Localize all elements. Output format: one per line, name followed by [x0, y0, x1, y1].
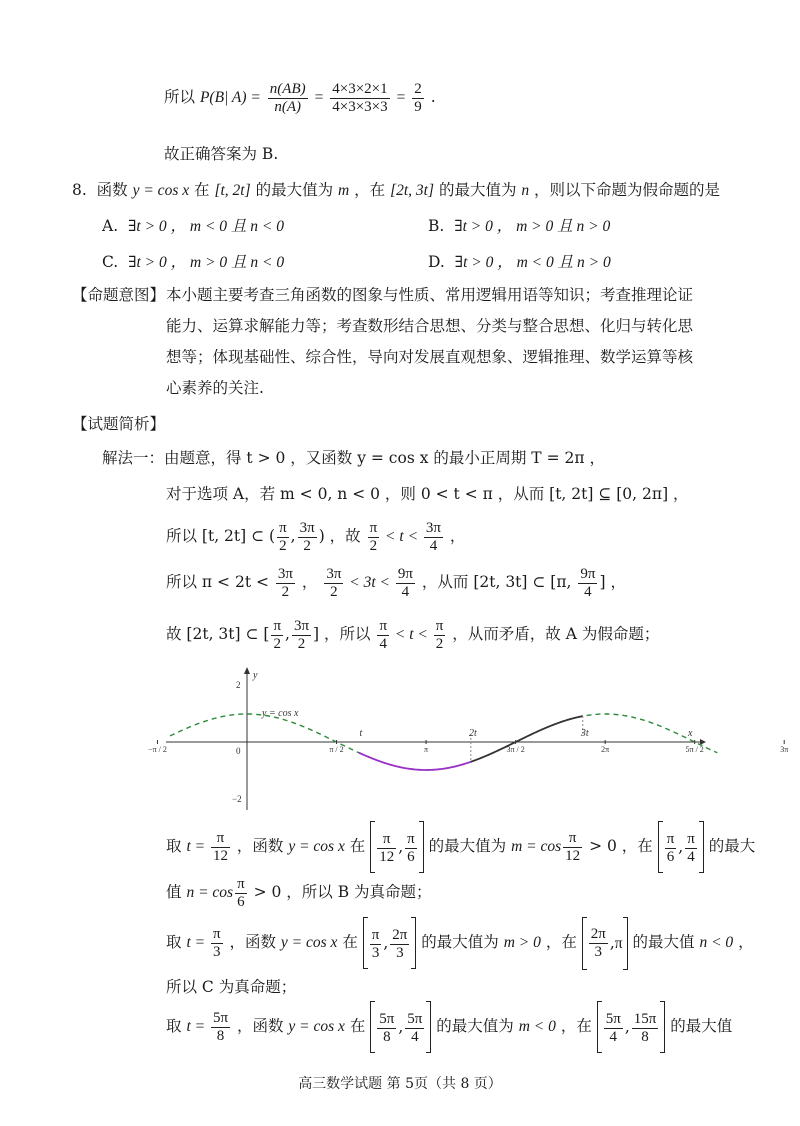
math: m	[338, 182, 350, 199]
option-text: ∃t > 0 ， m < 0 且 n < 0	[127, 218, 285, 235]
math: m < 0	[518, 1018, 556, 1035]
math: t =	[186, 1018, 209, 1035]
math: y = cos x	[288, 1018, 345, 1035]
numerator: 2	[414, 80, 422, 97]
analysis-line-4	[166, 562, 626, 603]
origin-label: 0	[236, 746, 241, 756]
fraction	[276, 566, 295, 601]
text: 的最大值	[665, 1017, 733, 1035]
numerator: π	[273, 617, 282, 634]
text: ，在	[349, 181, 391, 199]
numerator: 15π	[633, 1010, 657, 1027]
text: ，	[733, 933, 754, 951]
x-tick-label: 5π / 2	[685, 745, 704, 754]
numerator: π	[666, 830, 675, 847]
segment-t-2t	[359, 753, 471, 770]
y-tick-2: 2	[236, 680, 241, 690]
numerator: 3π	[425, 519, 441, 536]
probability-line	[164, 78, 436, 117]
denominator: 4	[411, 1028, 419, 1045]
question-stem	[72, 178, 720, 203]
x-tick-label: 3π	[780, 745, 789, 754]
comma: ,	[285, 625, 290, 643]
math: y = cos x	[288, 838, 345, 855]
fraction	[632, 1011, 659, 1046]
analysis-line-2: 对于选项 A，若 m < 0, n < 0 ，则 0 < t < π ，从而 [t, 2t] ⊆ [0, 2π] ，	[166, 485, 689, 503]
numerator: 9π	[580, 565, 596, 582]
fraction	[271, 618, 283, 653]
denominator: 12	[565, 847, 581, 864]
denominator: 3	[396, 944, 404, 961]
analysis-line-1: 解法一：由题意，得 t > 0 ，又函数 y = cos x 的最小正周期 T = 2π ，	[102, 449, 605, 467]
fraction	[377, 1011, 396, 1046]
fraction	[368, 520, 380, 555]
equals: =	[396, 89, 406, 106]
denominator: 12	[379, 848, 395, 865]
option-d	[428, 250, 611, 275]
x-tick-label: π	[424, 745, 429, 754]
text: 故 [2t, 3t] ⊂ [	[166, 625, 270, 643]
numerator: 9π	[397, 565, 413, 582]
math: n = cos	[186, 884, 234, 901]
math: P(B| A) =	[199, 89, 261, 106]
numerator: 5π	[212, 1009, 229, 1026]
denominator: 6	[237, 893, 245, 910]
text: ，在	[540, 933, 582, 951]
text: 的最大值为	[250, 181, 339, 199]
fraction	[330, 81, 389, 116]
fraction	[277, 520, 289, 555]
text: ，函数	[232, 1017, 289, 1035]
fraction	[390, 927, 409, 962]
option-label: A.	[102, 217, 119, 235]
intent-line-1: 本小题主要考查三角函数的图象与性质、常用逻辑用语等知识；考查推理论证	[166, 286, 694, 304]
interval: $\frac{\pi}{12}$ , $\frac{\pi}{6}$	[370, 821, 424, 873]
y-axis-arrow	[244, 667, 250, 674]
text: 值	[166, 883, 187, 901]
numerator: π	[435, 617, 444, 634]
period: .	[430, 88, 436, 106]
numerator: π	[211, 830, 230, 848]
denominator: 4×3×3×3	[332, 98, 388, 115]
math: t =	[186, 838, 209, 855]
text: ，函数	[224, 933, 281, 951]
analysis-heading: 【试题简析】	[72, 415, 166, 433]
text: 在	[337, 933, 363, 951]
curve-label: y = cos x	[262, 708, 299, 719]
case-c-line-2: 所以 C 为真命题；	[166, 978, 297, 996]
denominator: 2	[281, 583, 290, 600]
math: t =	[186, 934, 209, 951]
fraction	[424, 520, 443, 555]
case-d-line-1	[166, 1000, 732, 1053]
denominator: 6	[666, 848, 675, 865]
analysis-line-5	[166, 614, 659, 655]
fraction	[563, 830, 582, 865]
text: 的最大值为	[423, 837, 512, 855]
option-label: D.	[428, 253, 445, 271]
option-text: ∃t > 0 ， m < 0 且 n > 0	[454, 254, 611, 271]
text: > 0 ，所以 B 为真命题；	[248, 883, 432, 901]
interval: $\frac{2\pi}{3}$ ,π	[582, 917, 628, 970]
text: ，	[296, 573, 323, 591]
denominator: 3	[371, 944, 380, 961]
numerator: π	[237, 875, 245, 892]
math: [2t, 3t]	[390, 182, 435, 199]
denominator: n(A)	[274, 98, 302, 115]
denominator: 4	[429, 537, 438, 554]
cosine-graph	[148, 662, 789, 812]
math: π	[614, 934, 623, 952]
math: n	[521, 182, 530, 199]
intent-line-4: 心素养的关注.	[166, 379, 264, 397]
option-text: ∃t > 0 ， m > 0 且 n < 0	[128, 254, 285, 271]
text: 的最大值为	[434, 181, 522, 199]
fraction	[268, 81, 308, 116]
option-label: C.	[102, 253, 119, 271]
numerator: π	[687, 830, 695, 847]
fraction	[405, 1011, 424, 1046]
numerator: 5π	[379, 1010, 395, 1027]
x-tick-label: 2π	[601, 745, 610, 754]
numerator: 5π	[407, 1010, 423, 1027]
fraction	[604, 1011, 623, 1046]
y-axis-label: y	[253, 670, 258, 681]
fraction	[211, 926, 223, 961]
option-text: ∃t > 0 ， m > 0 且 n > 0	[454, 218, 611, 235]
denominator: 4	[379, 635, 387, 652]
numerator: 3π	[299, 519, 315, 536]
text: ，从而矛盾，故 A 为假命题；	[447, 625, 660, 643]
numerator: π	[377, 831, 396, 849]
denominator: 12	[212, 847, 228, 864]
fraction	[324, 566, 343, 601]
numerator: n(AB)	[269, 80, 306, 97]
intent-line-3: 想等；体现基础性、综合性，导向对发展直观想象、逻辑推理、数学运算等核	[166, 348, 694, 366]
text: 函数	[96, 181, 133, 199]
marker-label: 3t	[580, 728, 589, 739]
denominator: 2	[297, 635, 306, 652]
numerator: 5π	[605, 1010, 621, 1027]
page-footer: 高三数学试题 第 5页（共 8 页）	[298, 1076, 502, 1092]
numerator: 2π	[392, 926, 408, 943]
math: y = cos x	[280, 934, 338, 951]
text: 在	[189, 181, 215, 199]
text: 在	[344, 837, 371, 855]
text: ) ，故	[318, 527, 366, 545]
question-number: 8.	[72, 181, 87, 199]
answer-line: 故正确答案为 B.	[164, 145, 279, 163]
math: n < 0	[699, 934, 734, 951]
numerator: π	[369, 519, 378, 536]
math: y = cos x	[132, 182, 190, 199]
text: 的最大值为	[416, 933, 504, 951]
numerator: 4×3×2×1	[332, 80, 388, 97]
denominator: 8	[641, 1028, 649, 1045]
equals: =	[314, 89, 324, 106]
y-tick-neg2: −2	[232, 794, 242, 804]
numerator: π	[212, 925, 221, 942]
text: ] ，	[599, 573, 626, 591]
math: < t <	[381, 528, 422, 545]
text: 所以 π < 2t <	[166, 573, 274, 591]
intent-heading: 【命题意图】	[72, 286, 166, 304]
text: > 0 ，在	[584, 837, 658, 855]
text: 在	[344, 1017, 371, 1035]
numerator: 3π	[277, 565, 293, 582]
denominator: 8	[216, 1027, 225, 1044]
fraction	[396, 566, 415, 601]
text: ，	[444, 527, 466, 545]
math: [t, 2t]	[214, 182, 251, 199]
text: 取	[166, 1017, 187, 1035]
text: 的最大值为	[431, 1017, 519, 1035]
x-tick-label: 3π / 2	[506, 745, 525, 754]
interval: $\frac{5\pi}{8}$ , $\frac{5\pi}{4}$	[370, 1001, 431, 1053]
numerator: 2π	[590, 926, 606, 942]
fraction	[377, 618, 389, 653]
denominator: 3	[213, 943, 221, 960]
x-axis-label: x	[688, 728, 693, 739]
fraction	[412, 81, 424, 116]
denominator: 4	[609, 1028, 618, 1045]
denominator: 3	[594, 944, 603, 960]
interval: $\frac{5\pi}{4}$ , $\frac{15\pi}{8}$	[597, 1001, 666, 1053]
denominator: 2	[279, 537, 287, 554]
numerator: 3π	[326, 565, 342, 582]
fraction	[370, 927, 382, 962]
intent-line-2: 能力、运算求解能力等；考查数形结合思想、分类与整合思想、化归与转化思	[166, 317, 694, 335]
option-c	[102, 250, 284, 275]
denominator: 4	[584, 583, 592, 600]
numerator: π	[407, 830, 415, 847]
denominator: 2	[273, 635, 281, 652]
denominator: 9	[414, 98, 422, 115]
fraction	[298, 520, 317, 555]
numerator: π	[379, 617, 388, 634]
fraction	[405, 831, 417, 866]
case-b-line-2	[166, 870, 432, 915]
segment-2t-3t	[468, 716, 583, 762]
denominator: 2	[369, 537, 378, 554]
math: m > 0	[503, 934, 541, 951]
fraction	[235, 876, 247, 911]
option-a	[102, 214, 284, 239]
denominator: 2	[303, 537, 311, 554]
fraction	[578, 566, 597, 601]
analysis-line-3	[166, 516, 465, 557]
text: ，则以下命题为假命题的是	[529, 181, 721, 199]
case-c-line-1	[166, 916, 754, 970]
marker-label: 2t	[468, 728, 477, 739]
text: 所以 [t, 2t] ⊂ (	[166, 527, 276, 545]
fraction	[685, 831, 697, 866]
comma: ,	[290, 527, 296, 545]
text: 的最大值	[627, 933, 700, 951]
fraction	[377, 831, 396, 866]
text: ，从而 [2t, 3t] ⊂ [π,	[416, 573, 577, 591]
fraction	[292, 618, 311, 653]
numerator: π	[371, 926, 380, 943]
denominator: 8	[383, 1028, 391, 1045]
denominator: 4	[401, 583, 410, 600]
numerator: π	[563, 830, 582, 848]
math: m = cos	[511, 838, 562, 855]
text: 取	[166, 837, 187, 855]
option-b	[428, 214, 610, 239]
math: < 3t <	[345, 574, 394, 591]
denominator: 2	[330, 583, 338, 600]
text: 所以	[164, 88, 200, 106]
text: ，在	[555, 1017, 597, 1035]
denominator: 4	[687, 848, 695, 865]
marker-label: t	[359, 728, 363, 739]
x-tick-label: −π / 2	[148, 745, 167, 754]
text: ] ，所以	[313, 625, 376, 643]
option-label: B.	[428, 217, 445, 235]
fraction	[589, 926, 608, 961]
text: 取	[166, 933, 187, 951]
case-b-line-1	[166, 820, 755, 873]
fraction	[665, 831, 677, 866]
text: 的最大	[703, 837, 756, 855]
denominator: 2	[435, 635, 444, 652]
numerator: π	[279, 519, 287, 536]
x-tick-label: π / 2	[329, 745, 344, 754]
interval: $\frac{\pi}{6}$ , $\frac{\pi}{4}$	[658, 821, 704, 873]
numerator: 3π	[293, 617, 310, 634]
denominator: 6	[407, 848, 415, 865]
fraction	[211, 1010, 230, 1045]
math: < t <	[391, 626, 432, 643]
fraction	[434, 618, 446, 653]
fraction	[211, 830, 230, 865]
text: ，函数	[231, 837, 289, 855]
interval: $\frac{\pi}{3}$ , $\frac{2\pi}{3}$	[363, 917, 417, 969]
